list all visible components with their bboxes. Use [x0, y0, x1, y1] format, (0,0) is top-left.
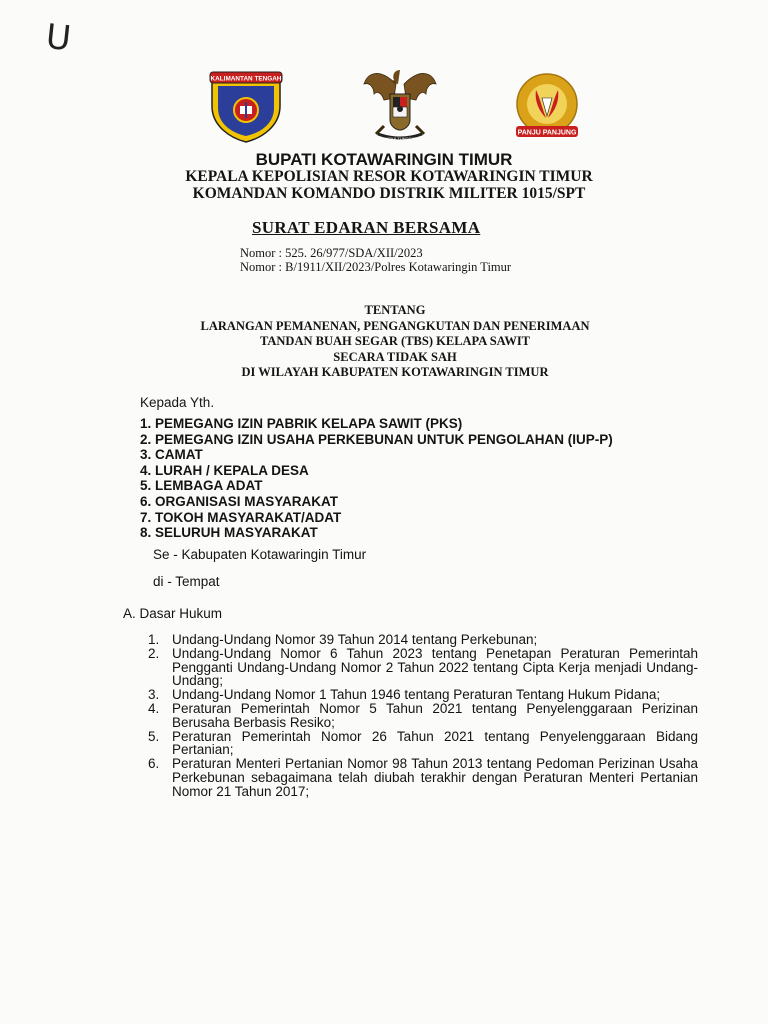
item-text: Undang-Undang Nomor 6 Tahun 2023 tentang Penetapan Peraturan Pemerintah Pengganti Undang-Undang Nomor 2 Tahun 2022 tentang Cipta Kerja menjadi Undang-Undang;	[172, 645, 698, 689]
item-number: 3.	[148, 687, 160, 703]
item-number: 6.	[148, 756, 160, 772]
recipient-item: 6. ORGANISASI MASYARAKAT	[140, 493, 339, 509]
item-text: Peraturan Pemerintah Nomor 5 Tahun 2021 tentang Penyelenggaraan Perizinan Berusaha Berbasis Resiko;	[172, 700, 698, 730]
header-lines	[0, 168, 768, 202]
right-logo-label: PANJU PANJUNG	[517, 129, 577, 137]
dasar-hukum-item	[148, 757, 698, 798]
left-logo-label: KALIMANTAN TENGAH	[210, 75, 282, 83]
header-line-bupati: BUPATI KOTAWARINGIN TIMUR	[255, 150, 513, 169]
tentang-line-2: TANDAN BUAH SEGAR (TBS) KELAPA SAWIT	[259, 334, 531, 348]
item-number: 4.	[148, 700, 160, 716]
police-shield-logo	[206, 66, 286, 144]
item-text: Peraturan Menteri Pertanian Nomor 98 Tahun 2013 tentang Pedoman Perizinan Usaha Perkebunan sebagaimana telah diubah terakhir dengan Peraturan Menteri Pertanian Nomor 21 Tahun 2017;	[172, 756, 698, 799]
dasar-hukum-item	[148, 730, 698, 758]
nomor-line-2: Nomor : B/1911/XII/2023/Polres Kotawaringin Timur	[240, 260, 512, 274]
tentang-heading: TENTANG	[364, 303, 426, 317]
recipient-item: 2. PEMEGANG IZIN USAHA PERKEBUNAN UNTUK PENGOLAHAN (IUP-P)	[140, 431, 613, 447]
recipient-item: 1. PEMEGANG IZIN PABRIK KELAPA SAWIT (PKS)	[140, 416, 463, 431]
tentang-line-3: SECARA TIDAK SAH	[333, 349, 457, 364]
center-logo-label: BHINNEKA TUNGGAL IKA	[375, 136, 425, 141]
di-tempat-line: di - Tempat	[153, 574, 220, 589]
tentang-line-4: DI WILAYAH KABUPATEN KOTAWARINGIN TIMUR	[241, 365, 549, 379]
recipient-item: 5. LEMBAGA ADAT	[140, 478, 263, 494]
dasar-hukum-item	[148, 647, 698, 688]
panju-panjung-logo	[506, 68, 588, 148]
dasar-hukum-list	[148, 633, 698, 799]
recipient-item: 8. SELURUH MASYARAKAT	[140, 525, 318, 541]
tentang-line-1: LARANGAN PEMANENAN, PENGANGKUTAN DAN PENERIMAAN	[200, 318, 590, 333]
se-kabupaten-line: Se - Kabupaten Kotawaringin Timur	[153, 547, 367, 562]
section-a-heading: A. Dasar Hukum	[123, 606, 223, 621]
dasar-hukum-item	[148, 633, 698, 647]
item-number: 1.	[148, 632, 160, 647]
dasar-hukum-item	[148, 688, 698, 702]
item-number: 2.	[148, 645, 160, 661]
header-line-kapolres: KEPALA KEPOLISIAN RESOR KOTAWARINGIN TIMUR	[185, 168, 593, 185]
dasar-hukum-item	[148, 702, 698, 730]
document-title: SURAT EDARAN BERSAMA	[252, 218, 481, 237]
nomor-line-1: Nomor : 525. 26/977/SDA/XII/2023	[240, 246, 423, 260]
header-line-dandim: KOMANDAN KOMANDO DISTRIK MILITER 1015/SPT	[192, 185, 586, 202]
recipient-item: 3. CAMAT	[140, 447, 203, 463]
recipient-list	[140, 416, 613, 541]
item-text: Undang-Undang Nomor 1 Tahun 1946 tentang Peraturan Tentang Hukum Pidana;	[172, 687, 661, 703]
kepada-label: Kepada Yth.	[140, 395, 215, 410]
recipient-item: 4. LURAH / KEPALA DESA	[140, 462, 309, 478]
garuda-emblem-logo	[360, 64, 440, 146]
recipient-item: 7. TOKOH MASYARAKAT/ADAT	[140, 509, 342, 525]
item-text: Undang-Undang Nomor 39 Tahun 2014 tentang Perkebunan;	[172, 632, 538, 647]
tentang-block	[0, 303, 768, 381]
item-number: 5.	[148, 728, 160, 744]
handwritten-mark: U	[43, 16, 73, 60]
item-text: Peraturan Pemerintah Nomor 26 Tahun 2021 tentang Penyelenggaraan Bidang Pertanian;	[172, 728, 698, 758]
